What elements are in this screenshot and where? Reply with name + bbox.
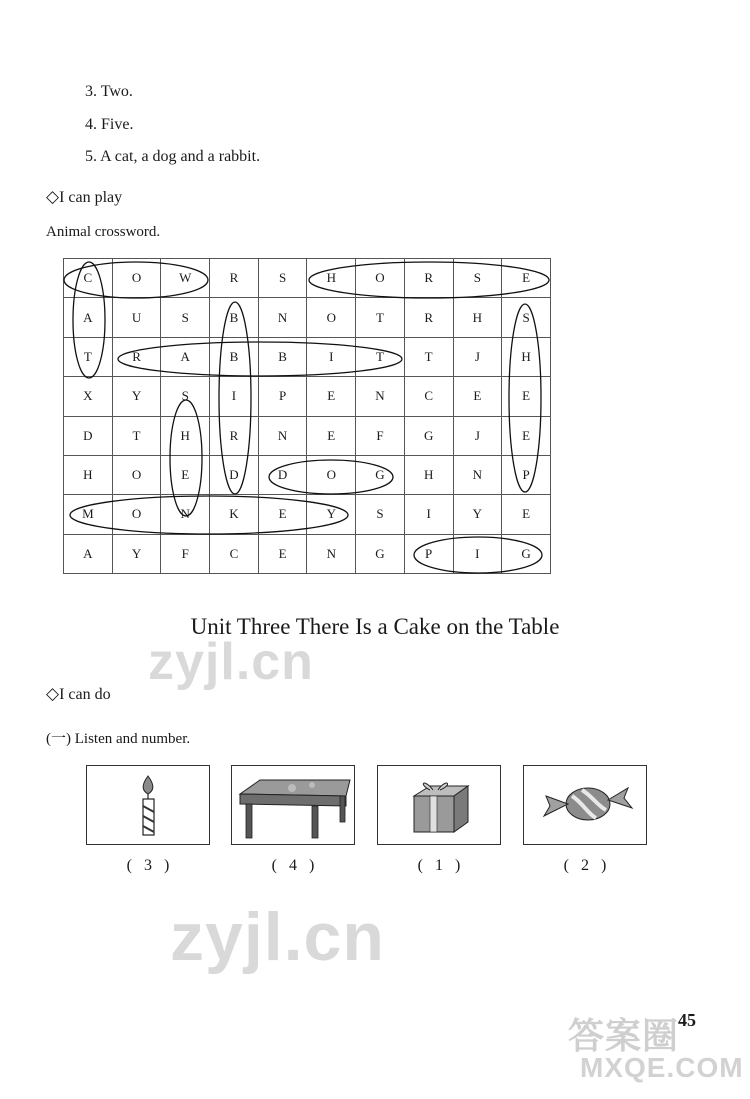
crossword-cell: M [64,495,113,534]
crossword-cell: T [356,298,405,337]
crossword-cell: E [453,377,502,416]
answer-table: ( 4 ) [271,857,315,874]
crossword-cell: Y [112,534,161,573]
crossword-cell: Y [453,495,502,534]
crossword-title: Animal crossword. [46,224,161,240]
crossword-row [64,337,551,376]
crossword-cell: J [453,337,502,376]
crossword-cell: C [404,377,453,416]
crossword-cell: B [210,298,259,337]
answer-candy: ( 2 ) [563,857,607,874]
crossword-cell: O [112,495,161,534]
crossword-cell: H [453,298,502,337]
crossword-cell: T [64,337,113,376]
section-title: I can play [59,189,123,206]
crossword-cell: A [161,337,210,376]
crossword-cell: D [258,455,307,494]
watermark-zyjl-2: zyjl.cn [170,899,385,975]
crossword-cell: P [404,534,453,573]
crossword-cell: E [502,495,551,534]
section-i-can-do [46,684,111,704]
crossword-cell: T [356,337,405,376]
gift-box-icon [378,766,500,844]
crossword-cell: J [453,416,502,455]
crossword-cell: Y [307,495,356,534]
crossword-cell: R [112,337,161,376]
crossword-cell: G [502,534,551,573]
page-number: 45 [678,1010,696,1030]
diamond-icon: ◇ [46,187,60,206]
crossword-cell: H [307,259,356,298]
crossword-cell: R [404,259,453,298]
crossword-cell: S [258,259,307,298]
unit-title: Unit Three There Is a Cake on the Table [190,614,560,639]
answer-line-3: 3. Two. [85,83,133,100]
crossword-cell: I [210,377,259,416]
exercise-title: (一) Listen and number. [46,731,191,747]
crossword-cell: N [258,298,307,337]
corner-watermark-url: MXQE.COM [580,1052,744,1083]
picture-table [231,765,355,845]
crossword-cell: A [64,298,113,337]
crossword-cell: E [502,416,551,455]
answer-candle: ( 3 ) [126,857,170,874]
crossword-cell: F [161,534,210,573]
crossword-cell: N [453,455,502,494]
crossword-cell: T [112,416,161,455]
crossword-cell: D [210,455,259,494]
section-title: I can do [59,686,111,703]
crossword-cell: B [210,337,259,376]
crossword-cell: P [258,377,307,416]
crossword-cell: P [502,455,551,494]
crossword-cell: S [161,298,210,337]
watermark-zyjl: zyjl.cn [148,633,314,691]
crossword-row [64,495,551,534]
answer-line-5: 5. A cat, a dog and a rabbit. [85,148,261,165]
crossword-cell: E [307,416,356,455]
crossword-cell: R [210,416,259,455]
section-i-can-play [46,187,122,207]
crossword-cell: G [404,416,453,455]
crossword-cell: C [64,259,113,298]
crossword-cell: D [64,416,113,455]
crossword-cell: S [502,298,551,337]
crossword-cell: R [404,298,453,337]
crossword-cell: B [258,337,307,376]
picture-candy [523,765,647,845]
candy-icon [524,766,646,844]
crossword-cell: F [356,416,405,455]
crossword-grid [63,258,551,574]
crossword-cell: I [404,495,453,534]
crossword-cell: G [356,534,405,573]
crossword-cell: H [161,416,210,455]
crossword-row [64,259,551,298]
crossword-cell: A [64,534,113,573]
crossword-row [64,377,551,416]
crossword-cell: N [307,534,356,573]
crossword-cell: O [112,455,161,494]
crossword-cell: E [258,495,307,534]
crossword-cell: T [404,337,453,376]
answer-gift: ( 1 ) [417,857,461,874]
picture-candle [86,765,210,845]
crossword-cell: I [307,337,356,376]
crossword-cell: S [161,377,210,416]
crossword-cell: O [112,259,161,298]
crossword-cell: H [64,455,113,494]
crossword-cell: E [161,455,210,494]
candle-icon [87,766,209,844]
crossword-cell: U [112,298,161,337]
crossword-cell: O [307,298,356,337]
crossword-cell: W [161,259,210,298]
crossword-row [64,534,551,573]
crossword-cell: E [502,377,551,416]
crossword-cell: H [404,455,453,494]
crossword-cell: K [210,495,259,534]
crossword-cell: Y [112,377,161,416]
crossword-cell: G [356,455,405,494]
crossword-row [64,416,551,455]
crossword-cell: O [356,259,405,298]
corner-watermark: 答案圈 [568,1015,680,1056]
crossword-cell: E [307,377,356,416]
crossword-cell: E [502,259,551,298]
crossword-cell: S [356,495,405,534]
crossword-cell: N [356,377,405,416]
table-icon [232,766,354,844]
crossword-cell: H [502,337,551,376]
crossword-cell: X [64,377,113,416]
crossword-cell: R [210,259,259,298]
crossword-cell: N [161,495,210,534]
crossword-cell: E [258,534,307,573]
picture-gift [377,765,501,845]
crossword-cell: C [210,534,259,573]
crossword-cell: N [258,416,307,455]
crossword-cell: I [453,534,502,573]
crossword-cell: O [307,455,356,494]
animal-crossword [63,258,551,574]
crossword-cell: S [453,259,502,298]
crossword-row [64,298,551,337]
answer-line-4: 4. Five. [85,116,134,133]
crossword-row [64,455,551,494]
diamond-icon: ◇ [46,684,60,703]
